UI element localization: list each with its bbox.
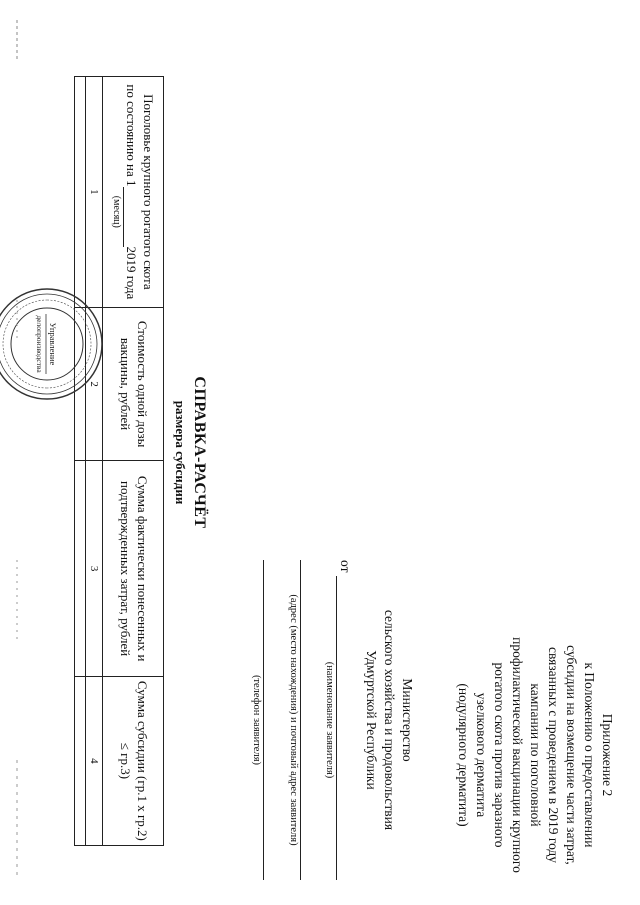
column-number: 4 <box>85 676 102 845</box>
scan-edge-marks <box>14 0 20 905</box>
header-cell-livestock <box>103 77 164 308</box>
appendix-line: (нодулярного дерматита) <box>456 683 472 827</box>
from-label: от <box>338 560 354 573</box>
table-data-row <box>74 77 85 846</box>
header-livestock-prefix: по состоянию на 1 <box>124 84 140 187</box>
table-cell-livestock[interactable] <box>74 77 85 308</box>
document-subtitle: размера субсидии <box>173 400 188 505</box>
appendix-line: Приложение 2 <box>600 713 615 797</box>
header-cell-subsidy: Сумма субсидии (гр.1 х гр.2) ≤ гр.3) <box>103 676 164 845</box>
appendix-line: кампании по поголовной <box>528 683 544 827</box>
appendix-line: к Положению о предоставлении <box>582 662 598 848</box>
appendix-line: профилактической вакцинации крупного <box>510 637 526 873</box>
column-number: 2 <box>85 307 102 461</box>
addressee-block <box>249 560 416 880</box>
appendix-line: субсидии на возмещение части затрат, <box>564 645 580 865</box>
header-livestock-suffix: 2019 года <box>124 246 140 300</box>
column-number: 3 <box>85 461 102 676</box>
appendix-header <box>454 605 616 905</box>
header-livestock-line1: Поголовье крупного рогатого скота <box>141 94 157 290</box>
month-field[interactable] <box>123 187 136 247</box>
appendix-line: рогатого скота против заразного <box>492 662 508 848</box>
subsidy-table <box>74 76 164 846</box>
table-cell-actual-costs[interactable] <box>74 461 85 676</box>
applicant-name-line[interactable] <box>336 576 353 880</box>
recipient-line: Министерство <box>400 678 415 762</box>
applicant-phone-line[interactable] <box>263 560 280 880</box>
applicant-address-caption: (адрес (место нахождения) и почтовый адрес заявителя) <box>287 594 299 846</box>
table-number-row <box>85 77 102 846</box>
appendix-line: узелкового дерматита <box>474 692 490 818</box>
applicant-name-row <box>336 560 354 880</box>
table-header-row <box>103 77 164 846</box>
stamp-text: делопроизводства <box>35 315 44 373</box>
recipient-line: Удмуртской Республики <box>364 650 380 790</box>
applicant-name-caption: (наименование заявителя) <box>324 661 336 779</box>
column-number: 1 <box>85 77 102 308</box>
header-cell-dose-cost: Стоимость одной дозы вакцины, рублей <box>103 307 164 461</box>
month-caption: (месяц) <box>110 195 122 228</box>
appendix-line: связанных с проведением в 2019 году <box>546 646 562 864</box>
header-livestock-line2 <box>123 81 140 303</box>
stamp-text: Управление <box>48 322 58 366</box>
applicant-address-line[interactable] <box>300 560 317 880</box>
recipient-line: сельского хозяйства и продовольствия <box>382 609 398 831</box>
header-cell-actual-costs: Сумма фактически понесенных и подтвержденных затрат, рублей <box>103 461 164 676</box>
table-cell-subsidy[interactable] <box>74 676 85 845</box>
document-title: СПРАВКА-РАСЧЁТ <box>191 376 208 529</box>
applicant-phone-caption: (телефон заявителя) <box>250 674 262 766</box>
